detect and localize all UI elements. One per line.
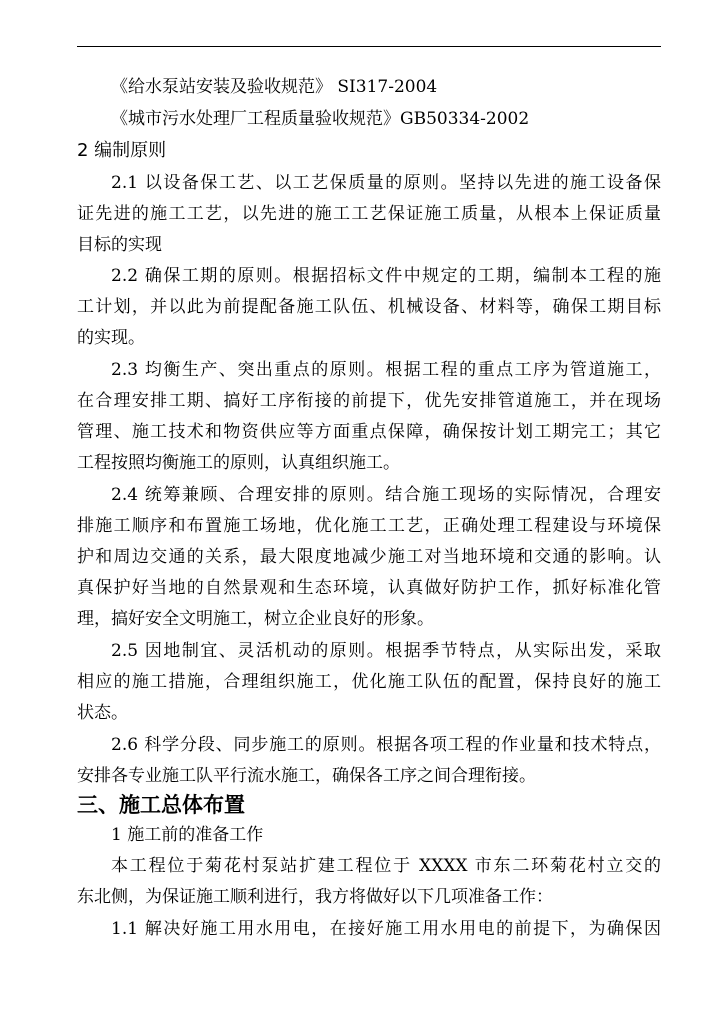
paragraph-line: 安排各专业施工队平行流水施工，确保各工序之间合理衔接。 xyxy=(77,766,536,786)
paragraph-line: 管理、施工技术和物资供应等方面重点保障，确保按计划工期完工；其它 xyxy=(77,422,661,442)
paragraph-line: 在合理安排工期、搞好工序衔接的前提下，优先安排管道施工，并在现场 xyxy=(77,391,661,411)
paragraph-line: 1.1 解决好施工用水用电，在接好施工用水用电的前提下，为确保因 xyxy=(111,919,661,939)
paragraph-line: 2.1 以设备保工艺、以工艺保质量的原则。坚持以先进的施工设备保 xyxy=(111,173,661,193)
header-rule xyxy=(77,46,661,47)
chapter-heading: 三、施工总体布置 xyxy=(77,793,245,817)
paragraph-line: 护和周边交通的关系，最大限度地减少施工对当地环境和交通的影响。认 xyxy=(77,547,661,567)
paragraph-line: 2.2 确保工期的原则。根据招标文件中规定的工期，编制本工程的施 xyxy=(111,266,661,286)
paragraph-line: 工计划，并以此为前提配备施工队伍、机械设备、材料等，确保工期目标 xyxy=(77,297,661,317)
paragraph-line: 本工程位于菊花村泵站扩建工程位于 XXXX 市东二环菊花村立交的 xyxy=(111,856,661,876)
section-heading: 2 编制原则 xyxy=(77,140,167,161)
paragraph-line: 真保护好当地的自然景观和生态环境，认真做好防护工作，抓好标准化管 xyxy=(77,578,661,598)
paragraph-line: 证先进的施工工艺，以先进的施工工艺保证施工质量，从根本上保证质量 xyxy=(77,204,661,224)
paragraph-line: 2.4 统筹兼顾、合理安排的原则。结合施工现场的实际情况，合理安 xyxy=(111,485,661,505)
paragraph-line: 相应的施工措施，合理组织施工，优化施工队伍的配置，保持良好的施工 xyxy=(77,672,661,692)
standard-reference: 《城市污水处理厂工程质量验收规范》GB50334-2002 xyxy=(111,109,530,129)
paragraph-line: 排施工顺序和布置施工场地，优化施工工艺，正确处理工程建设与环境保 xyxy=(77,516,661,536)
paragraph-line: 工程按照均衡施工的原则，认真组织施工。 xyxy=(77,453,400,473)
paragraph-line: 的实现。 xyxy=(77,328,145,348)
paragraph-line: 2.6 科学分段、同步施工的原则。根据各项工程的作业量和技术特点， xyxy=(111,735,661,755)
paragraph-line: 2.3 均衡生产、突出重点的原则。根据工程的重点工序为管道施工， xyxy=(111,360,661,380)
paragraph-line: 2.5 因地制宜、灵活机动的原则。根据季节特点，从实际出发，采取 xyxy=(111,641,661,661)
subsection-heading: 1 施工前的准备工作 xyxy=(111,825,264,845)
paragraph-line: 理，搞好安全文明施工，树立企业良好的形象。 xyxy=(77,609,434,629)
paragraph-line: 目标的实现 xyxy=(77,235,162,255)
standard-reference: 《给水泵站安装及验收规范》 SI317-2004 xyxy=(111,77,438,97)
paragraph-line: 东北侧，为保证施工顺利进行，我方将做好以下几项准备工作： xyxy=(77,887,553,907)
paragraph-line: 状态。 xyxy=(77,703,128,723)
